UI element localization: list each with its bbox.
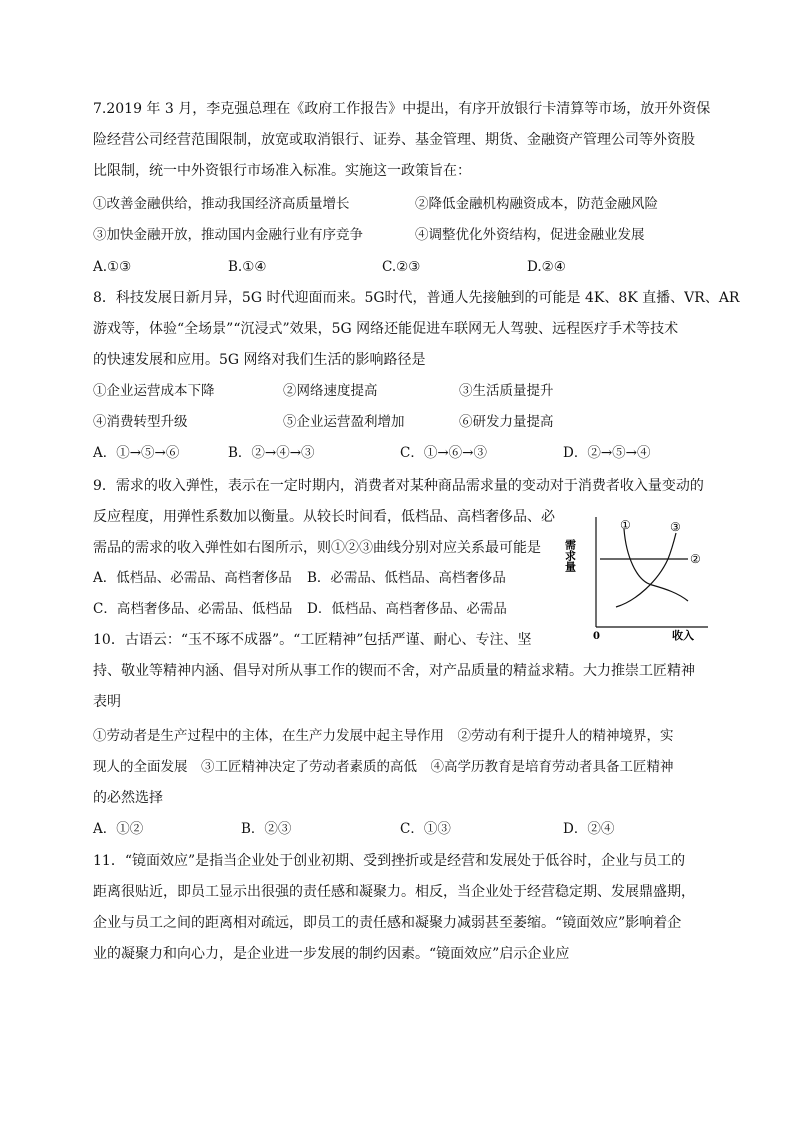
q7-option-b[interactable]: B.①④ [228,259,267,275]
q8-option-a[interactable]: A．①→⑤→⑥ [93,445,180,461]
q7-statement-4: ④调整优化外资结构，促进金融业发展 [415,227,645,243]
q8-statement-5: ⑤企业运营盈利增加 [283,414,405,430]
q8-line-2: 游戏等，体验“全场景”“沉浸式”效果，5G 网络还能促进车联网无人驾驶、远程医疗手术等技术 [93,321,679,337]
q9-option-a[interactable]: A．低档品、必需品、高档奢侈品 [93,570,292,586]
q10-line-2: 持、敬业等精神内涵、倡导对所从事工作的锲而不舍，对产品质量的精益求精。大力推崇工匠精神 [93,663,695,679]
q10-line-6: 的必然选择 [93,790,163,806]
q8-statement-6: ⑥研发力量提高 [459,414,554,430]
q11-line-4: 业的凝聚力和向心力，是企业进一步发展的制约因素。“镜面效应”启示企业应 [93,946,570,962]
q10-option-a[interactable]: A．①② [93,821,144,837]
curve-2-label: ② [690,552,701,566]
q11-line-3: 企业与员工之间的距离相对疏远，即员工的责任感和凝聚力减弱甚至萎缩。“镜面效应”影响着企 [93,915,682,931]
y-axis-label: 需求量 [563,539,577,572]
q10-line-5: 现人的全面发展 ③工匠精神决定了劳动者素质的高低 ④高学历教育是培育劳动者具备工匠精神 [93,759,674,775]
q9-option-b[interactable]: B．必需品、低档品、高档奢侈品 [307,570,506,586]
q7-statement-1: ①改善金融供给，推动我国经济高质量增长 [93,196,350,212]
q10-line-1: 10．古语云：“玉不琢不成器”。“工匠精神”包括严谨、耐心、专注、坚 [93,632,532,648]
q11-line-1: 11．“镜面效应”是指当企业处于创业初期、受到挫折或是经营和发展处于低谷时，企业与员工的 [93,853,686,869]
q11-line-2: 距离很贴近，即员工显示出很强的责任感和凝聚力。相反，当企业处于经营稳定期、发展鼎盛期， [93,884,695,900]
q8-statement-2: ②网络速度提高 [283,383,378,399]
income-elasticity-graph [560,515,710,645]
curve-1 [624,529,688,601]
q9-option-d[interactable]: D．低档品、高档奢侈品、必需品 [307,601,507,617]
curve-1-label: ① [620,518,631,532]
q8-statement-3: ③生活质量提升 [459,383,554,399]
q8-option-c[interactable]: C．①→⑥→③ [400,445,487,461]
q9-line-3: 需品的需求的收入弹性如右图所示，则①②③曲线分别对应关系最可能是 [93,540,541,556]
q8-option-b[interactable]: B．②→④→③ [228,445,315,461]
q7-line-2: 险经营公司经营范围限制，放宽或取消银行、证券、基金管理、期货、金融资产管理公司等外资股 [93,132,695,148]
graph-origin: 0 [593,631,600,642]
q7-line-3: 比限制，统一中外资银行市场准入标准。实施这一政策旨在： [93,163,471,179]
q8-statement-4: ④消费转型升级 [93,414,188,430]
q8-statement-1: ①企业运营成本下降 [93,383,215,399]
q8-line-1: 8．科技发展日新月异，5G 时代迎面而来。5G时代，普通人先接触到的可能是 4K、8K 直播、VR、AR [93,290,740,306]
q9-option-c[interactable]: C．高档奢侈品、必需品、低档品 [93,601,293,617]
q9-line-2: 反应程度，用弹性系数加以衡量。从较长时间看，低档品、高档奢侈品、必 [93,509,555,525]
q10-option-c[interactable]: C．①③ [400,821,451,837]
q7-option-c[interactable]: C.②③ [382,259,421,275]
q7-statement-3: ③加快金融开放，推动国内金融行业有序竞争 [93,227,363,243]
q10-option-d[interactable]: D．②④ [563,821,615,837]
q10-option-b[interactable]: B．②③ [241,821,292,837]
q7-option-a[interactable]: A.①③ [93,259,132,275]
q9-line-1: 9．需求的收入弹性，表示在一定时期内，消费者对某种商品需求量的变动对于消费者收入量变动的 [93,478,704,494]
curve-3-label: ③ [670,520,681,534]
q10-line-4: ①劳动者是生产过程中的主体，在生产力发展中起主导作用 ②劳动有利于提升人的精神境界，实 [93,728,674,744]
q7-option-d[interactable]: D.②④ [527,259,566,275]
q8-option-d[interactable]: D．②→⑤→④ [563,445,651,461]
curve-3 [616,533,676,607]
q8-line-3: 的快速发展和应用。5G 网络对我们生活的影响路径是 [93,352,426,368]
q7-statement-2: ②降低金融机构融资成本，防范金融风险 [415,196,658,212]
q7-line-1: 7.2019 年 3 月，李克强总理在《政府工作报告》中提出，有序开放银行卡清算等市场，放开外资保 [93,101,711,117]
q10-line-3: 表明 [93,694,121,710]
x-axis-label: 收入 [672,629,694,642]
